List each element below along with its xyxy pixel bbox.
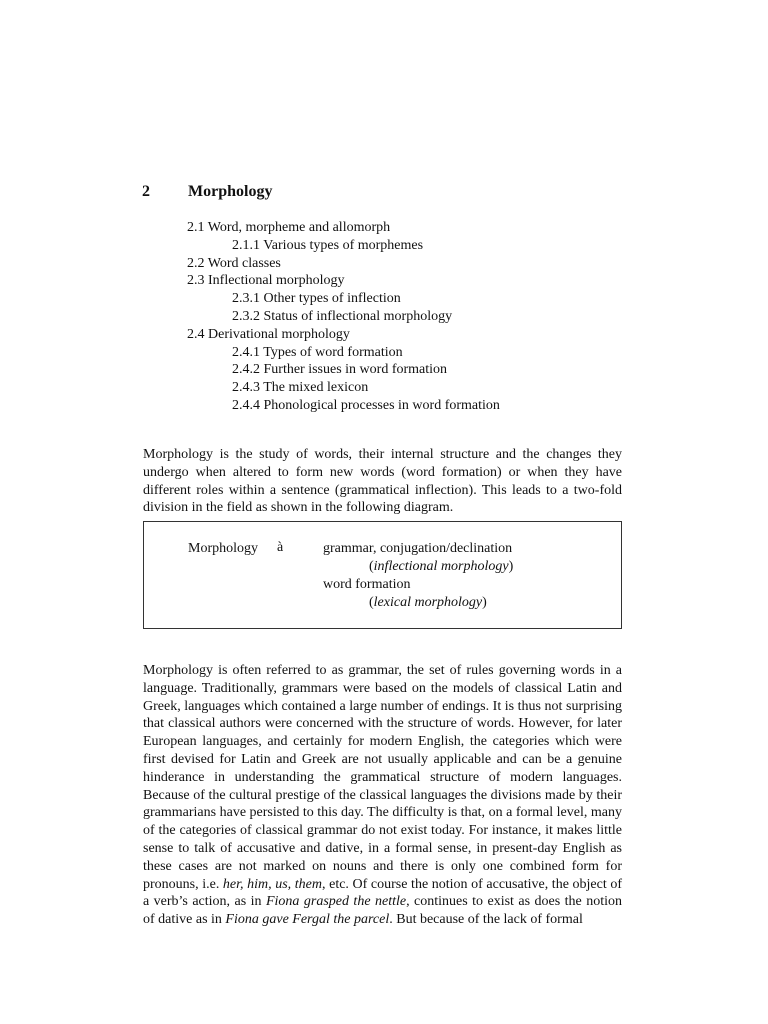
table-of-contents: [187, 219, 500, 415]
section-number: 2: [142, 183, 150, 200]
diagram-branch-grammar: grammar, conjugation/declination: [323, 541, 513, 556]
toc-item: 2.3.1 Other types of inflection: [232, 291, 401, 307]
toc-item: 2.4.2 Further issues in word formation: [232, 362, 448, 378]
diagram-branch-grammar-note: (inflectional morphology): [369, 559, 514, 574]
arrow-icon: à: [277, 540, 284, 555]
toc-item: 2.4.1 Types of word formation: [232, 344, 403, 360]
toc-item: 2.3 Inflectional morphology: [187, 273, 345, 289]
toc-item: 2.1.1 Various types of morphemes: [232, 237, 424, 253]
toc-item: 2.2 Word classes: [187, 255, 281, 271]
intro-paragraph: Morphology is the study of words, their internal structure and the changes they undergo when altered to form new words (word formation) or when they have different roles within a sentence (grammatical inflection). This leads to a two-fold division in the field as shown in the following diagram.: [143, 447, 622, 516]
diagram-branch-word-formation: word formation: [323, 577, 411, 592]
section-title: Morphology: [188, 183, 273, 200]
diagram-root-label: Morphology: [188, 541, 258, 556]
toc-item: 2.4 Derivational morphology: [187, 326, 350, 342]
toc-item: 2.1 Word, morpheme and allomorph: [187, 220, 391, 235]
toc-item: 2.4.4 Phonological processes in word formation: [232, 397, 500, 413]
body-paragraph: Morphology is often referred to as grammar, the set of rules governing words in a language. Traditionally, grammars were based on the models of classical Latin and Greek, languages which contained a large number of endings. It is thus not surprising that classical authors were concerned with the structure of words. However, for later European languages, and certainly for modern English, the categories which were first devised for Latin and Greek are not usually applicable and can be a genuine hinderance in understanding the grammatical structure of modern languages. Because of the cultural prestige of the classical languages the divisions made by their grammarians have persisted to this day. The difficulty is that, on a formal level, many of the categories of classical grammar do not exist today. For instance, it makes little sense to talk of accusative and dative, in a formal sense, in present-day English as these cases are not marked on nouns and there is only one combined form for pronouns, i.e. her, him, us, them, etc. Of course the notion of accusative, the object of a verb’s action, as in Fiona grasped the nettle, continues to exist as does the notion of dative as in Fiona gave Fergal the parcel. But because of the lack of formal: [143, 663, 622, 928]
toc-item: 2.3.2 Status of inflectional morphology: [232, 308, 453, 324]
diagram-branch-word-formation-note: (lexical morphology): [369, 595, 487, 610]
toc-item: 2.4.3 The mixed lexicon: [232, 380, 369, 396]
morphology-diagram: [143, 521, 622, 629]
